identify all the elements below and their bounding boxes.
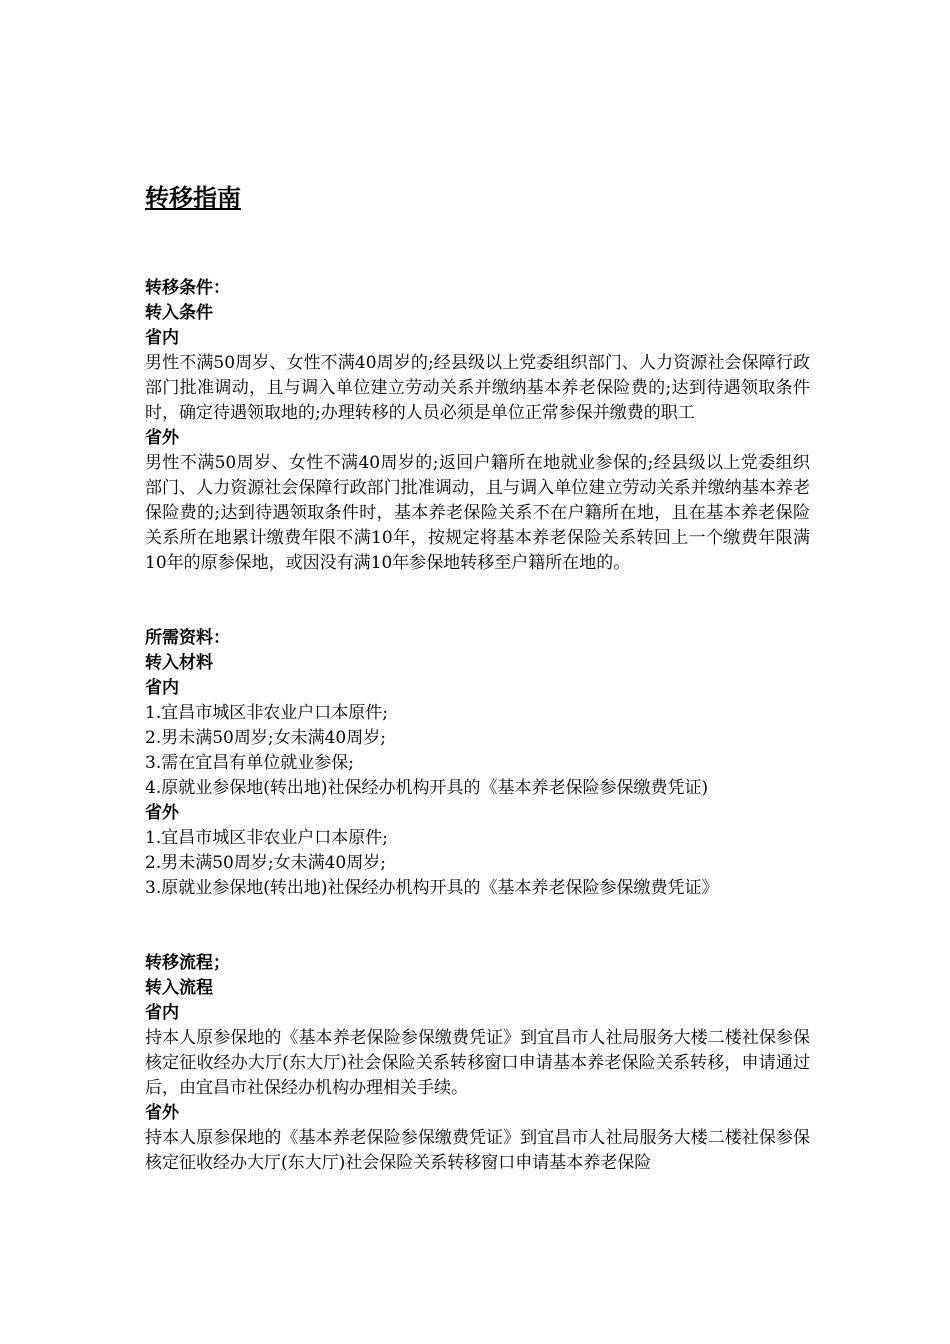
list-item: 1.宜昌市城区非农业户口本原件; <box>145 703 388 723</box>
conditions-section <box>145 276 810 576</box>
list-item: 3.需在宜昌有单位就业参保; <box>145 753 354 773</box>
materials-section <box>145 626 810 901</box>
list-item: 2.男未满50周岁;女未满40周岁; <box>145 853 386 873</box>
materials-inner-label: 省内 <box>145 678 179 698</box>
materials-subheading: 转入材料 <box>145 653 213 673</box>
list-item: 4.原就业参保地(转出地)社保经办机构开具的《基本养老保险参保缴费凭证) <box>145 778 709 798</box>
conditions-inner-text: 男性不满50周岁、女性不满40周岁的;经县级以上党委组织部门、人力资源社会保障行政部门批准调动，且与调入单位建立劳动关系并缴纳基本养老保险费的;达到待遇领取条件时，确定待遇领取地的;办理转移的人员必须是单位正常参保并缴费的职工 <box>145 353 810 423</box>
materials-outer-label: 省外 <box>145 803 179 823</box>
conditions-inner-label: 省内 <box>145 328 179 348</box>
conditions-heading: 转移条件： <box>145 278 230 298</box>
process-inner-text: 持本人原参保地的《基本养老保险参保缴费凭证》到宜昌市人社局服务大楼二楼社保参保核定征收经办大厅(东大厅)社会保险关系转移窗口申请基本养老保险关系转移，申请通过后，由宜昌市社保经办机构办理相关手续。 <box>145 1028 810 1098</box>
conditions-outer-text: 男性不满50周岁、女性不满40周岁的;返回户籍所在地就业参保的;经县级以上党委组织部门、人力资源社会保障行政部门批准调动，且与调入单位建立劳动关系并缴纳基本养老保险费的;达到待遇领取条件时，基本养老保险关系不在户籍所在地，且在基本养老保险关系所在地累计缴费年限不满10年，按规定将基本养老保险关系转回上一个缴费年限满10年的原参保地，或因没有满10年参保地转移至户籍所在地的。 <box>145 453 810 573</box>
process-outer-label: 省外 <box>145 1103 179 1123</box>
materials-heading: 所需资料： <box>145 628 230 648</box>
process-inner-label: 省内 <box>145 1003 179 1023</box>
list-item: 3.原就业参保地(转出地)社保经办机构开具的《基本养老保险参保缴费凭证》 <box>145 878 719 898</box>
document-content <box>145 180 810 1226</box>
list-item: 2.男未满50周岁;女未满40周岁; <box>145 728 386 748</box>
conditions-subheading: 转入条件 <box>145 303 213 323</box>
list-item: 1.宜昌市城区非农业户口本原件; <box>145 828 388 848</box>
process-heading: 转移流程； <box>145 953 230 973</box>
conditions-outer-label: 省外 <box>145 428 179 448</box>
process-outer-text: 持本人原参保地的《基本养老保险参保缴费凭证》到宜昌市人社局服务大楼二楼社保参保核定征收经办大厅(东大厅)社会保险关系转移窗口申请基本养老保险 <box>145 1128 810 1173</box>
process-section <box>145 951 810 1176</box>
process-subheading: 转入流程 <box>145 978 213 998</box>
document-title: 转移指南 <box>145 184 241 212</box>
